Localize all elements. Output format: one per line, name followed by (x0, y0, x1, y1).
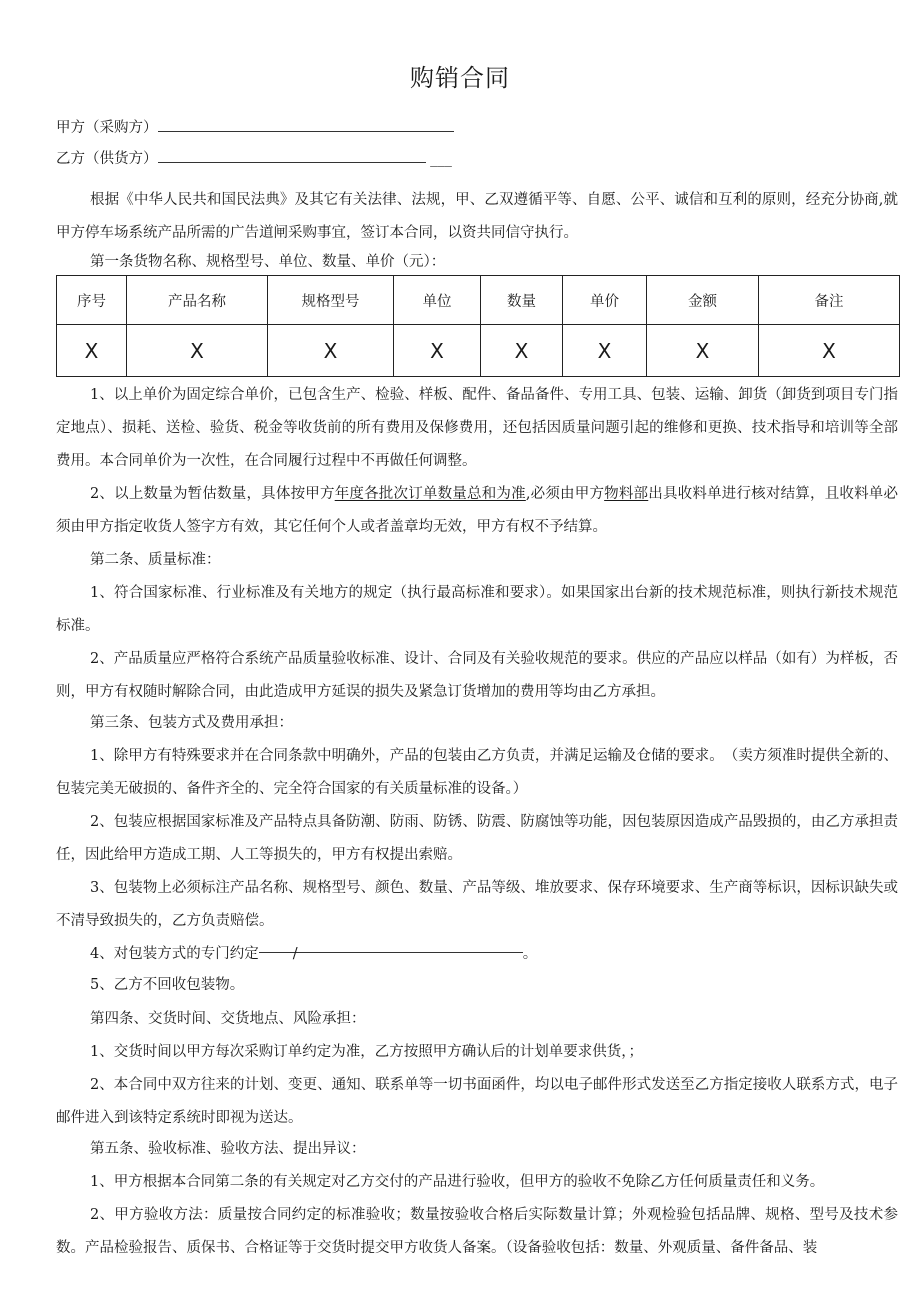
article-4-clause-2: 2、本合同中双方往来的计划、变更、通知、联系单等一切书面函件，均以电子邮件形式发送至乙方指定接收人联系方式，电子邮件进入到该特定系统时即视为送达。 (56, 1077, 898, 1126)
party-a-label: 甲方（采购方） (56, 120, 158, 136)
article-5-clause-2: 2、甲方验收方法：质量按合同约定的标准验收；数量按验收合格后实际数量计算；外观检验包括品牌、规格、型号及技术参数。产品检验报告、质保书、合格证等于交货时提交甲方收货人备案。（设备验收包括：数量、外观质量、备件备品、装 (56, 1207, 898, 1256)
clause-2-text-a: 2、以上数量为暂估数量，具体按甲方 (90, 486, 335, 502)
article-3-clause-5: 5、乙方不回收包装物。 (90, 977, 245, 993)
col-header-quantity: 数量 (481, 276, 563, 325)
packaging-agreement-field[interactable] (259, 938, 523, 962)
clause-4-end: 。 (522, 946, 538, 962)
party-b-line (56, 147, 452, 168)
article-2-clause-1: 1、符合国家标准、行业标准及有关地方的规定（执行最高标准和要求）。如果国家出台新的技术规范标准，则执行新技术规范标准。 (56, 585, 898, 634)
article-2-heading: 第二条、质量标准： (90, 552, 221, 568)
clause-2-text-b: ,必须由甲方 (525, 486, 605, 502)
table-cell: X (563, 325, 647, 377)
article-5-heading: 第五条、验收标准、验收方法、提出异议： (90, 1141, 366, 1157)
article-3-clause-3: 3、包装物上必须标注产品名称、规格型号、颜色、数量、产品等级、堆放要求、保存环境要求、生产商等标识，因标识缺失或不清导致损失的，乙方负责赔偿。 (56, 880, 898, 929)
col-header-index: 序号 (57, 276, 127, 325)
clause-2-underlined-quantity: 年度各批次订单数量总和为准 (334, 486, 526, 502)
article-3-heading: 第三条、包装方式及费用承担： (90, 715, 293, 731)
page-title: 购销合同 (410, 64, 510, 92)
party-a-field[interactable] (158, 117, 454, 132)
table-cell: X (394, 325, 481, 377)
col-header-unit-price: 单价 (563, 276, 647, 325)
article-4-heading: 第四条、交货时间、交货地点、风险承担： (90, 1011, 366, 1027)
col-header-spec-model: 规格型号 (268, 276, 394, 325)
article-5-clause-1: 1、甲方根据本合同第二条的有关规定对乙方交付的产品进行验收，但甲方的验收不免除乙方任何质量责任和义务。 (90, 1174, 825, 1190)
table-row (57, 325, 900, 377)
article-3-clause-4 (56, 938, 898, 971)
table-cell: X (759, 325, 900, 377)
clause-2-underlined-department: 物料部 (604, 486, 649, 502)
article-2-clause-2: 2、产品质量应严格符合系统产品质量验收标准、设计、合同及有关验收规范的要求。供应的产品应以样品（如有）为样板，否则，甲方有权随时解除合同，由此造成甲方延误的损失及紧急订货增加的费用等均由乙方承担。 (56, 651, 898, 700)
col-header-remarks: 备注 (759, 276, 900, 325)
table-cell: X (647, 325, 759, 377)
clause-2-text-c: 出具收料单进行核对结算，且收料单必须由甲方指定收货人签字方有效，其它任何个人或者盖章均无效，甲方有权不予结算。 (56, 486, 899, 535)
table-cell: X (268, 325, 394, 377)
col-header-amount: 金额 (647, 276, 759, 325)
intro-paragraph: 根据《中华人民共和国民法典》及其它有关法律、法规，甲、乙双遵循平等、自愿、公平、诚信和互利的原则，经充分协商,就甲方停车场系统产品所需的广告道闸采购事宜，签订本合同，以资共同信守执行。 (56, 192, 898, 241)
article-1-clause-1: 1、以上单价为固定综合单价，已包含生产、检验、样板、配件、备品备件、专用工具、包装、运输、卸货（卸货到项目专门指定地点）、损耗、送检、验货、税金等收货前的所有费用及保修费用，还包括因质量问题引起的维修和更换、技术指导和培训等全部费用。本合同单价为一次性，在合同履行过程中不再做任何调整。 (56, 387, 898, 469)
party-b-tail: ___ (430, 151, 452, 167)
clause-4-label: 4、对包装方式的专门约定 (90, 946, 259, 962)
goods-table (56, 275, 900, 377)
col-header-product-name: 产品名称 (127, 276, 268, 325)
article-3-clause-1: 1、除甲方有特殊要求并在合同条款中明确外，产品的包装由乙方负责，并满足运输及仓储的要求。 （卖方须准时提供全新的、包装完美无破损的、备件齐全的、完全符合国家的有关质量标准的设备。） (56, 748, 898, 797)
party-b-label: 乙方（供货方） (56, 151, 158, 167)
table-cell: X (481, 325, 563, 377)
article-1-clause-2 (56, 478, 898, 544)
goods-table-header-row (57, 276, 900, 325)
packaging-agreement-value: / (292, 946, 298, 962)
col-header-unit: 单位 (394, 276, 481, 325)
article-1-heading: 第一条货物名称、规格型号、单位、数量、单价（元）： (90, 254, 446, 270)
table-cell: X (57, 325, 127, 377)
table-cell: X (127, 325, 268, 377)
article-4-clause-1: 1、交货时间以甲方每次采购订单约定为准，乙方按照甲方确认后的计划单要求供货，； (90, 1044, 643, 1060)
party-a-line (56, 116, 454, 137)
article-3-clause-2: 2、包装应根据国家标准及产品特点具备防潮、防雨、防锈、防震、防腐蚀等功能，因包装原因造成产品毁损的，由乙方承担责任，因此给甲方造成工期、人工等损失的，甲方有权提出索赔。 (56, 814, 898, 863)
party-b-field[interactable] (158, 148, 426, 163)
